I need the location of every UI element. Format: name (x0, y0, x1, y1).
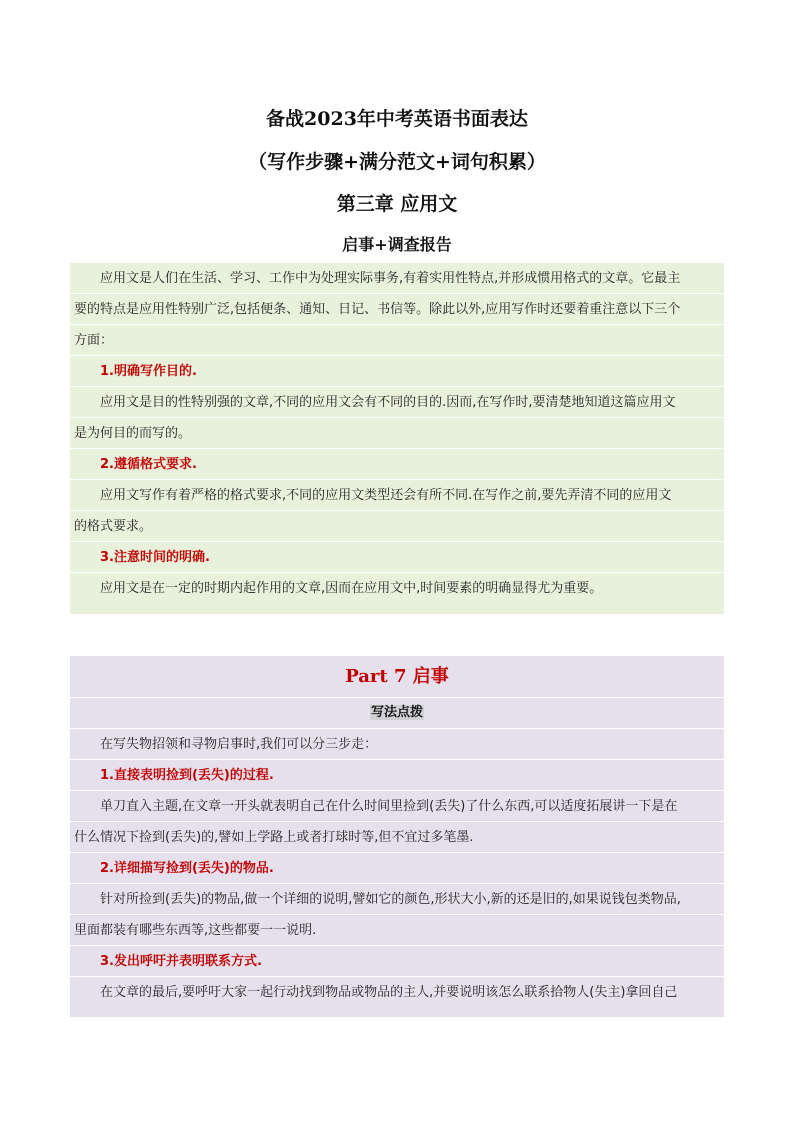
intro-heading-1: 1.明确写作目的. (100, 364, 197, 379)
part7-title: Part 7 启事 (70, 656, 724, 698)
intro-text: 应用文写作有着严格的格式要求,不同的应用文类型还会有所不同.在写作之前,要先弄清不同的应用文 (100, 488, 672, 503)
intro-text: 应用文是人们在生活、学习、工作中为处理实际事务,有着实用性特点,并形成惯用格式的文章。它最主 (100, 271, 681, 286)
intro-text: 应用文是目的性特别强的文章,不同的应用文会有不同的目的.因而,在写作时,要清楚地知道这篇应用文 (100, 395, 676, 410)
part7-text: 在文章的最后,要呼吁大家一起行动找到物品或物品的主人,并要说明该怎么联系拾物人(失主)拿回自己 (100, 985, 678, 1000)
part7-subtitle: 写法点拨 (370, 705, 423, 720)
intro-heading-3: 3.注意时间的明确. (100, 550, 210, 565)
chapter-title: 第三章 应用文 (336, 193, 458, 215)
part7-text: 什么情况下捡到(丢失)的,譬如上学路上或者打球时等,但不宜过多笔墨. (74, 830, 474, 845)
intro-text: 要的特点是应用性特别广泛,包括便条、通知、日记、书信等。除此以外,应用写作时还要着重注意以下三个 (74, 302, 681, 317)
intro-box (70, 263, 724, 614)
intro-text: 的格式要求。 (74, 519, 153, 534)
part7-text: 在写失物招领和寻物启事时,我们可以分三步走： (100, 737, 378, 752)
part7-text: 针对所捡到(丢失)的物品,做一个详细的说明,譬如它的颜色,形状大小,新的还是旧的,如果说钱包类物品, (100, 892, 681, 907)
part7-box (70, 656, 724, 1017)
intro-text: 应用文是在一定的时期内起作用的文章,因而在应用文中,时间要素的明确显得尤为重要。 (100, 581, 603, 596)
intro-heading-2: 2.遵循格式要求. (100, 457, 197, 472)
intro-text: 方面： (74, 333, 114, 348)
part7-text: 里面都装有哪些东西等,这些都要一一说明. (74, 923, 317, 938)
part7-text: 单刀直入主题,在文章一开头就表明自己在什么时间里捡到(丢失)了什么东西,可以适度拓展讲一下是在 (100, 799, 678, 814)
intro-text: 是为何目的而写的。 (74, 426, 192, 441)
part7-heading-2: 2.详细描写捡到(丢失)的物品. (100, 861, 274, 876)
doc-title: 备战2023年中考英语书面表达 (266, 108, 528, 130)
part7-heading-3: 3.发出呼吁并表明联系方式. (100, 954, 262, 969)
doc-subtitle: （写作步骤+满分范文+词句积累） (248, 151, 546, 173)
section-title: 启事+调查报告 (342, 235, 452, 254)
part7-heading-1: 1.直接表明捡到(丢失)的过程. (100, 768, 274, 783)
